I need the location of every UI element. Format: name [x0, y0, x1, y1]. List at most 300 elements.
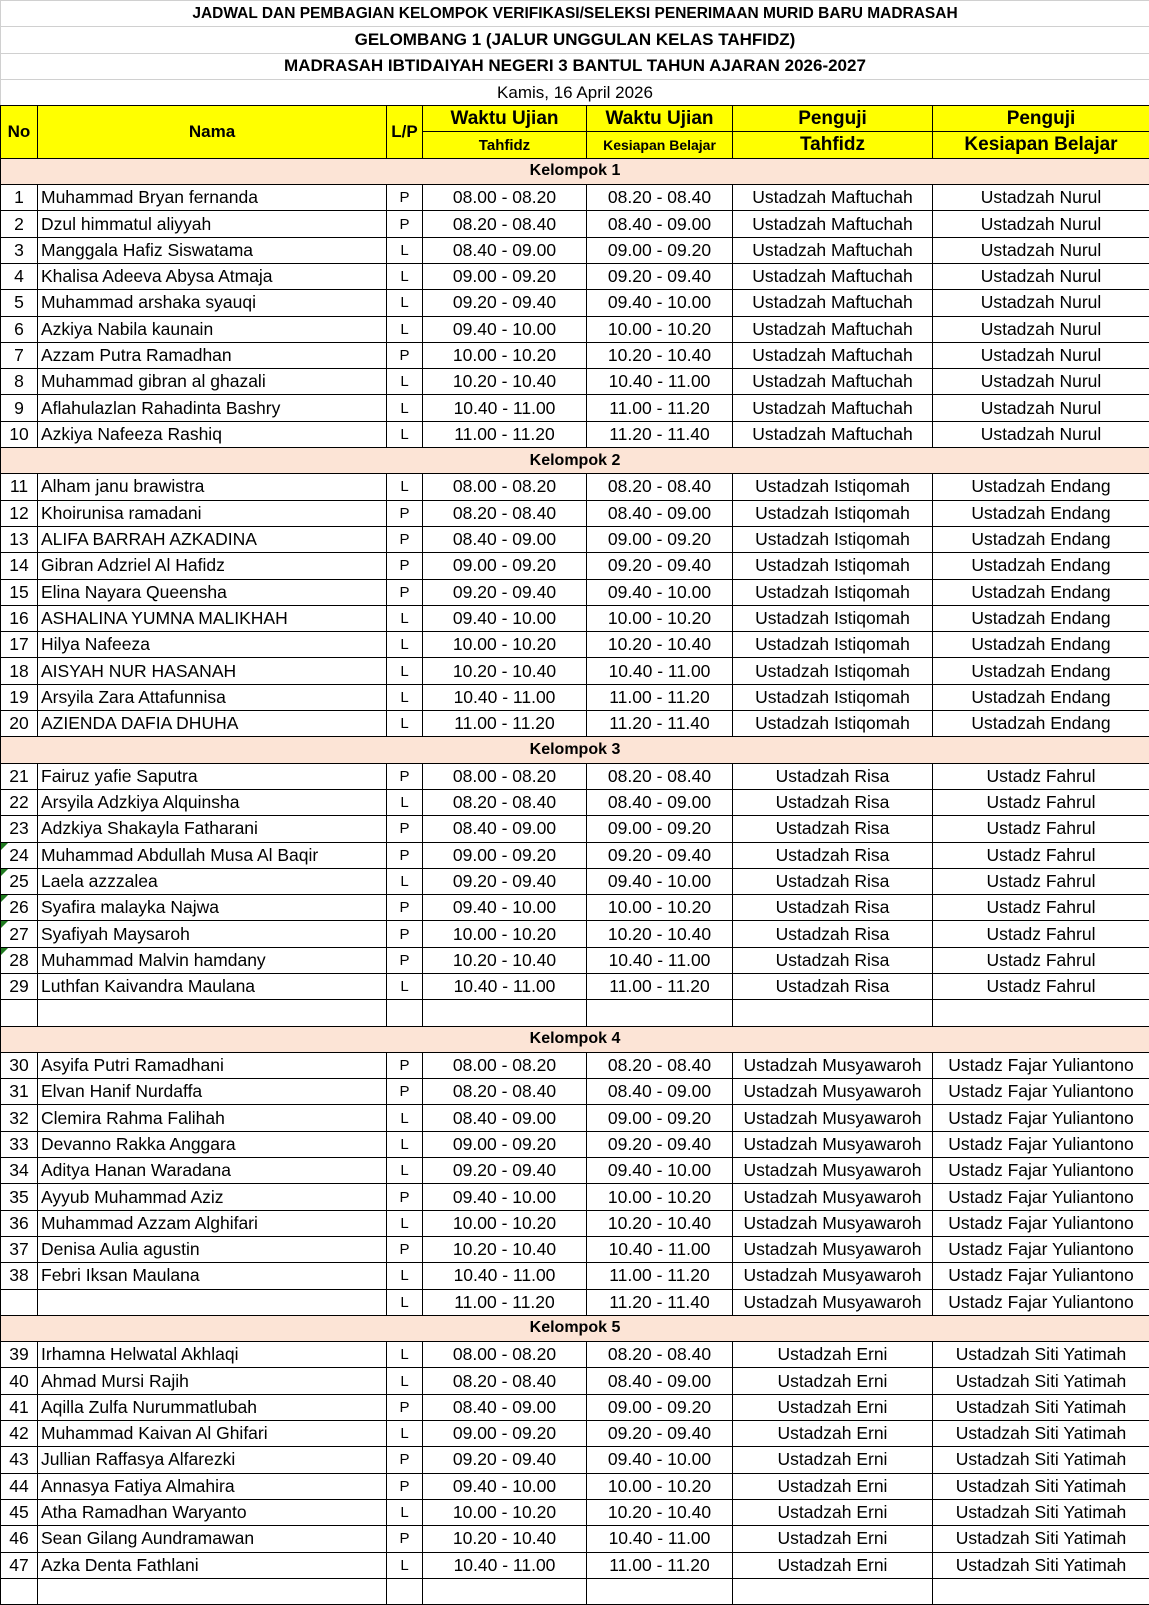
cell-waktu-tahfidz: 09.20 - 09.40	[423, 1447, 587, 1473]
cell-nama: Alham janu brawistra	[38, 474, 387, 500]
cell-penguji-tahfidz: Ustadzah Istiqomah	[733, 500, 933, 526]
cell-no: 26	[1, 895, 38, 921]
cell-waktu-tahfidz: 11.00 - 11.20	[423, 421, 587, 447]
cell-waktu-kesiapan: 10.20 - 10.40	[587, 921, 733, 947]
cell-no: 12	[1, 500, 38, 526]
cell-nama: Muhammad Malvin hamdany	[38, 947, 387, 973]
cell-waktu-kesiapan: 09.40 - 10.00	[587, 868, 733, 894]
cell-no	[1, 1289, 38, 1315]
cell-waktu-tahfidz: 10.00 - 10.20	[423, 1499, 587, 1525]
cell-waktu-kesiapan: 11.00 - 11.20	[587, 1552, 733, 1578]
title-row-1	[1, 1, 1149, 27]
cell-lp: L	[387, 632, 423, 658]
cell-lp: L	[387, 369, 423, 395]
cell-lp: P	[387, 185, 423, 211]
cell-penguji-kesiapan: Ustadz Fajar Yuliantono	[933, 1210, 1149, 1236]
cell-waktu-kesiapan: 09.00 - 09.20	[587, 816, 733, 842]
cell-penguji-kesiapan: Ustadzah Endang	[933, 500, 1149, 526]
cell-penguji-tahfidz: Ustadzah Risa	[733, 921, 933, 947]
cell-penguji-kesiapan: Ustadz Fajar Yuliantono	[933, 1184, 1149, 1210]
blank-row	[1, 1000, 1149, 1026]
cell-penguji-tahfidz: Ustadzah Istiqomah	[733, 474, 933, 500]
cell-penguji-tahfidz: Ustadzah Istiqomah	[733, 658, 933, 684]
cell-waktu-tahfidz: 09.20 - 09.40	[423, 290, 587, 316]
cell-nama: Muhammad Azzam Alghifari	[38, 1210, 387, 1236]
cell-penguji-tahfidz: Ustadzah Maftuchah	[733, 316, 933, 342]
table-row	[1, 1079, 1149, 1105]
cell-waktu-kesiapan: 09.20 - 09.40	[587, 1131, 733, 1157]
table-row	[1, 605, 1149, 631]
cell-penguji-tahfidz: Ustadzah Erni	[733, 1368, 933, 1394]
cell-lp: L	[387, 1289, 423, 1315]
cell-penguji-kesiapan: Ustadzah Nurul	[933, 185, 1149, 211]
cell-waktu-tahfidz: 08.20 - 08.40	[423, 500, 587, 526]
cell-no: 14	[1, 553, 38, 579]
cell-waktu-tahfidz: 08.40 - 09.00	[423, 816, 587, 842]
blank-row	[1, 1578, 1149, 1604]
cell-nama	[38, 1289, 387, 1315]
cell-no: 40	[1, 1368, 38, 1394]
cell-no: 34	[1, 1158, 38, 1184]
blank-cell	[38, 1578, 387, 1604]
cell-lp: L	[387, 1131, 423, 1157]
cell-penguji-tahfidz: Ustadzah Istiqomah	[733, 553, 933, 579]
cell-waktu-tahfidz: 08.20 - 08.40	[423, 789, 587, 815]
cell-waktu-kesiapan: 10.00 - 10.20	[587, 1184, 733, 1210]
table-row	[1, 1473, 1149, 1499]
cell-waktu-kesiapan: 10.40 - 11.00	[587, 369, 733, 395]
cell-waktu-kesiapan: 09.00 - 09.20	[587, 237, 733, 263]
cell-nama: Irhamna Helwatal Akhlaqi	[38, 1342, 387, 1368]
table-row	[1, 1499, 1149, 1525]
cell-penguji-kesiapan: Ustadzah Endang	[933, 526, 1149, 552]
table-row	[1, 763, 1149, 789]
cell-penguji-kesiapan: Ustadz Fahrul	[933, 789, 1149, 815]
cell-nama: Muhammad Abdullah Musa Al Baqir	[38, 842, 387, 868]
cell-waktu-kesiapan: 09.20 - 09.40	[587, 263, 733, 289]
cell-waktu-tahfidz: 08.00 - 08.20	[423, 763, 587, 789]
cell-no: 45	[1, 1499, 38, 1525]
cell-nama: Febri Iksan Maulana	[38, 1263, 387, 1289]
table-row	[1, 658, 1149, 684]
table-row	[1, 290, 1149, 316]
cell-lp: L	[387, 395, 423, 421]
cell-waktu-tahfidz: 09.40 - 10.00	[423, 1184, 587, 1210]
cell-penguji-kesiapan: Ustadzah Siti Yatimah	[933, 1473, 1149, 1499]
cell-waktu-tahfidz: 09.00 - 09.20	[423, 842, 587, 868]
cell-lp: L	[387, 1368, 423, 1394]
cell-penguji-tahfidz: Ustadzah Risa	[733, 947, 933, 973]
cell-no: 39	[1, 1342, 38, 1368]
cell-waktu-tahfidz: 09.20 - 09.40	[423, 579, 587, 605]
cell-nama: Gibran Adzriel Al Hafidz	[38, 553, 387, 579]
cell-nama: Muhammad Bryan fernanda	[38, 185, 387, 211]
cell-no: 33	[1, 1131, 38, 1157]
cell-waktu-tahfidz: 08.40 - 09.00	[423, 237, 587, 263]
cell-no: 15	[1, 579, 38, 605]
cell-penguji-kesiapan: Ustadzah Endang	[933, 684, 1149, 710]
cell-waktu-tahfidz: 08.20 - 08.40	[423, 1079, 587, 1105]
cell-nama: Fairuz yafie Saputra	[38, 763, 387, 789]
cell-penguji-tahfidz: Ustadzah Musyawaroh	[733, 1289, 933, 1315]
cell-lp: L	[387, 1342, 423, 1368]
cell-penguji-kesiapan: Ustadz Fahrul	[933, 895, 1149, 921]
cell-nama: Syafiyah Maysaroh	[38, 921, 387, 947]
cell-waktu-kesiapan: 11.20 - 11.40	[587, 421, 733, 447]
cell-penguji-kesiapan: Ustadzah Endang	[933, 711, 1149, 737]
cell-waktu-tahfidz: 11.00 - 11.20	[423, 711, 587, 737]
cell-penguji-tahfidz: Ustadzah Istiqomah	[733, 711, 933, 737]
cell-lp: P	[387, 1052, 423, 1078]
cell-penguji-tahfidz: Ustadzah Musyawaroh	[733, 1184, 933, 1210]
table-row	[1, 842, 1149, 868]
cell-waktu-kesiapan: 08.20 - 08.40	[587, 763, 733, 789]
cell-penguji-kesiapan: Ustadz Fahrul	[933, 842, 1149, 868]
table-row	[1, 816, 1149, 842]
cell-waktu-tahfidz: 09.40 - 10.00	[423, 605, 587, 631]
cell-lp: P	[387, 1447, 423, 1473]
cell-penguji-kesiapan: Ustadzah Nurul	[933, 237, 1149, 263]
cell-no: 18	[1, 658, 38, 684]
cell-penguji-tahfidz: Ustadzah Erni	[733, 1421, 933, 1447]
cell-no: 32	[1, 1105, 38, 1131]
cell-waktu-kesiapan: 09.00 - 09.20	[587, 526, 733, 552]
cell-no: 30	[1, 1052, 38, 1078]
cell-penguji-kesiapan: Ustadzah Endang	[933, 579, 1149, 605]
cell-penguji-kesiapan: Ustadzah Siti Yatimah	[933, 1526, 1149, 1552]
cell-penguji-kesiapan: Ustadzah Nurul	[933, 342, 1149, 368]
cell-penguji-tahfidz: Ustadzah Istiqomah	[733, 605, 933, 631]
cell-waktu-kesiapan: 10.40 - 11.00	[587, 658, 733, 684]
cell-no: 25	[1, 868, 38, 894]
cell-nama: ALIFA BARRAH AZKADINA	[38, 526, 387, 552]
cell-penguji-kesiapan: Ustadzah Siti Yatimah	[933, 1342, 1149, 1368]
title-row-2	[1, 27, 1149, 53]
cell-waktu-tahfidz: 10.20 - 10.40	[423, 1236, 587, 1262]
cell-waktu-tahfidz: 10.20 - 10.40	[423, 658, 587, 684]
cell-no: 35	[1, 1184, 38, 1210]
cell-waktu-kesiapan: 10.20 - 10.40	[587, 1499, 733, 1525]
cell-penguji-kesiapan: Ustadzah Nurul	[933, 263, 1149, 289]
cell-penguji-tahfidz: Ustadzah Istiqomah	[733, 579, 933, 605]
table-row	[1, 1342, 1149, 1368]
table-row	[1, 1105, 1149, 1131]
cell-no: 23	[1, 816, 38, 842]
cell-lp: L	[387, 1105, 423, 1131]
cell-lp: L	[387, 421, 423, 447]
group-header-row	[1, 1315, 1149, 1341]
cell-penguji-kesiapan: Ustadzah Nurul	[933, 316, 1149, 342]
cell-lp: P	[387, 553, 423, 579]
cell-waktu-tahfidz: 08.00 - 08.20	[423, 474, 587, 500]
cell-waktu-tahfidz: 08.40 - 09.00	[423, 1105, 587, 1131]
cell-waktu-tahfidz: 09.00 - 09.20	[423, 263, 587, 289]
blank-cell	[587, 1000, 733, 1026]
cell-nama: Laela azzzalea	[38, 868, 387, 894]
cell-waktu-tahfidz: 10.20 - 10.40	[423, 1526, 587, 1552]
blank-cell	[423, 1578, 587, 1604]
cell-waktu-kesiapan: 09.40 - 10.00	[587, 1447, 733, 1473]
cell-penguji-tahfidz: Ustadzah Risa	[733, 842, 933, 868]
cell-penguji-tahfidz: Ustadzah Risa	[733, 763, 933, 789]
cell-penguji-kesiapan: Ustadz Fahrul	[933, 816, 1149, 842]
cell-waktu-tahfidz: 08.00 - 08.20	[423, 1342, 587, 1368]
cell-nama: Hilya Nafeeza	[38, 632, 387, 658]
cell-penguji-tahfidz: Ustadzah Musyawaroh	[733, 1052, 933, 1078]
group-header-row	[1, 448, 1149, 474]
cell-waktu-tahfidz: 10.40 - 11.00	[423, 973, 587, 999]
cell-penguji-kesiapan: Ustadzah Siti Yatimah	[933, 1499, 1149, 1525]
cell-lp: P	[387, 1394, 423, 1420]
cell-waktu-tahfidz: 08.00 - 08.20	[423, 185, 587, 211]
cell-nama: Arsyila Zara Attafunnisa	[38, 684, 387, 710]
cell-no: 19	[1, 684, 38, 710]
cell-waktu-kesiapan: 08.40 - 09.00	[587, 500, 733, 526]
cell-penguji-kesiapan: Ustadz Fajar Yuliantono	[933, 1052, 1149, 1078]
cell-waktu-kesiapan: 09.40 - 10.00	[587, 290, 733, 316]
title-line-2: GELOMBANG 1 (JALUR UNGGULAN KELAS TAHFIDZ)	[1, 27, 1149, 53]
cell-penguji-tahfidz: Ustadzah Risa	[733, 789, 933, 815]
cell-penguji-tahfidz: Ustadzah Maftuchah	[733, 263, 933, 289]
cell-no: 38	[1, 1263, 38, 1289]
cell-lp: L	[387, 316, 423, 342]
cell-no: 46	[1, 1526, 38, 1552]
title-row-3	[1, 53, 1149, 79]
cell-waktu-kesiapan: 09.20 - 09.40	[587, 1421, 733, 1447]
cell-penguji-kesiapan: Ustadzah Nurul	[933, 421, 1149, 447]
cell-nama: Azkiya Nafeeza Rashiq	[38, 421, 387, 447]
cell-penguji-kesiapan: Ustadzah Siti Yatimah	[933, 1394, 1149, 1420]
cell-penguji-tahfidz: Ustadzah Musyawaroh	[733, 1131, 933, 1157]
cell-lp: P	[387, 1473, 423, 1499]
blank-cell	[387, 1000, 423, 1026]
table-row	[1, 369, 1149, 395]
cell-nama: Ahmad Mursi Rajih	[38, 1368, 387, 1394]
cell-waktu-kesiapan: 08.40 - 09.00	[587, 789, 733, 815]
cell-penguji-kesiapan: Ustadzah Siti Yatimah	[933, 1421, 1149, 1447]
cell-nama: Annasya Fatiya Almahira	[38, 1473, 387, 1499]
cell-penguji-kesiapan: Ustadzah Siti Yatimah	[933, 1447, 1149, 1473]
cell-waktu-tahfidz: 10.00 - 10.20	[423, 1210, 587, 1236]
cell-penguji-tahfidz: Ustadzah Istiqomah	[733, 632, 933, 658]
table-row	[1, 1158, 1149, 1184]
cell-penguji-tahfidz: Ustadzah Maftuchah	[733, 421, 933, 447]
cell-no: 2	[1, 211, 38, 237]
cell-no: 10	[1, 421, 38, 447]
cell-waktu-kesiapan: 11.20 - 11.40	[587, 711, 733, 737]
header-waktu-tahfidz-bottom: Tahfidz	[423, 132, 587, 158]
cell-no: 44	[1, 1473, 38, 1499]
table-row	[1, 1552, 1149, 1578]
cell-waktu-kesiapan: 10.40 - 11.00	[587, 947, 733, 973]
cell-penguji-kesiapan: Ustadz Fajar Yuliantono	[933, 1131, 1149, 1157]
cell-nama: AZIENDA DAFIA DHUHA	[38, 711, 387, 737]
cell-nama: Azka Denta Fathlani	[38, 1552, 387, 1578]
cell-penguji-tahfidz: Ustadzah Erni	[733, 1447, 933, 1473]
cell-waktu-tahfidz: 10.00 - 10.20	[423, 342, 587, 368]
header-waktu-kesiapan-bottom: Kesiapan Belajar	[587, 132, 733, 158]
cell-waktu-tahfidz: 10.40 - 11.00	[423, 1263, 587, 1289]
cell-waktu-tahfidz: 09.20 - 09.40	[423, 1158, 587, 1184]
cell-waktu-kesiapan: 10.20 - 10.40	[587, 632, 733, 658]
cell-nama: Manggala Hafiz Siswatama	[38, 237, 387, 263]
table-row	[1, 789, 1149, 815]
blank-cell	[733, 1578, 933, 1604]
group-label: Kelompok 5	[1, 1315, 1149, 1341]
group-label: Kelompok 1	[1, 158, 1149, 184]
table-row	[1, 316, 1149, 342]
cell-waktu-kesiapan: 10.00 - 10.20	[587, 605, 733, 631]
cell-penguji-tahfidz: Ustadzah Risa	[733, 895, 933, 921]
cell-nama: Sean Gilang Aundramawan	[38, 1526, 387, 1552]
table-row	[1, 579, 1149, 605]
exam-date: Kamis, 16 April 2026	[1, 79, 1149, 105]
cell-waktu-tahfidz: 10.20 - 10.40	[423, 369, 587, 395]
table-row	[1, 211, 1149, 237]
cell-penguji-tahfidz: Ustadzah Istiqomah	[733, 526, 933, 552]
blank-cell	[1, 1578, 38, 1604]
cell-no: 28	[1, 947, 38, 973]
cell-waktu-kesiapan: 10.40 - 11.00	[587, 1526, 733, 1552]
group-label: Kelompok 3	[1, 737, 1149, 763]
cell-nama: Asyifa Putri Ramadhani	[38, 1052, 387, 1078]
table-row	[1, 342, 1149, 368]
table-row	[1, 185, 1149, 211]
cell-lp: P	[387, 1526, 423, 1552]
cell-nama: Jullian Raffasya Alfarezki	[38, 1447, 387, 1473]
table-row	[1, 1368, 1149, 1394]
cell-penguji-tahfidz: Ustadzah Musyawaroh	[733, 1158, 933, 1184]
cell-waktu-kesiapan: 08.20 - 08.40	[587, 1342, 733, 1368]
table-row	[1, 711, 1149, 737]
cell-waktu-tahfidz: 10.40 - 11.00	[423, 1552, 587, 1578]
cell-no: 13	[1, 526, 38, 552]
cell-waktu-kesiapan: 10.00 - 10.20	[587, 1473, 733, 1499]
cell-penguji-kesiapan: Ustadz Fajar Yuliantono	[933, 1079, 1149, 1105]
table-row	[1, 1184, 1149, 1210]
table-row	[1, 895, 1149, 921]
cell-no: 16	[1, 605, 38, 631]
cell-no: 22	[1, 789, 38, 815]
cell-lp: L	[387, 1499, 423, 1525]
cell-nama: ASHALINA YUMNA MALIKHAH	[38, 605, 387, 631]
table-row	[1, 1394, 1149, 1420]
header-penguji-tahfidz-top: Penguji	[733, 106, 933, 132]
cell-waktu-tahfidz: 10.00 - 10.20	[423, 921, 587, 947]
cell-nama: Devanno Rakka Anggara	[38, 1131, 387, 1157]
cell-waktu-tahfidz: 10.40 - 11.00	[423, 684, 587, 710]
cell-nama: Azzam Putra Ramadhan	[38, 342, 387, 368]
cell-lp: L	[387, 973, 423, 999]
cell-penguji-kesiapan: Ustadzah Nurul	[933, 395, 1149, 421]
cell-penguji-kesiapan: Ustadzah Endang	[933, 474, 1149, 500]
cell-penguji-kesiapan: Ustadzah Nurul	[933, 290, 1149, 316]
cell-waktu-tahfidz: 10.00 - 10.20	[423, 632, 587, 658]
cell-penguji-kesiapan: Ustadzah Endang	[933, 632, 1149, 658]
table-row	[1, 526, 1149, 552]
table-row	[1, 1421, 1149, 1447]
cell-lp: P	[387, 921, 423, 947]
cell-penguji-tahfidz: Ustadzah Maftuchah	[733, 369, 933, 395]
cell-lp: L	[387, 1552, 423, 1578]
cell-no: 31	[1, 1079, 38, 1105]
cell-no: 8	[1, 369, 38, 395]
cell-waktu-tahfidz: 08.20 - 08.40	[423, 211, 587, 237]
cell-penguji-tahfidz: Ustadzah Risa	[733, 816, 933, 842]
cell-penguji-tahfidz: Ustadzah Erni	[733, 1394, 933, 1420]
table-row	[1, 1236, 1149, 1262]
cell-waktu-kesiapan: 10.00 - 10.20	[587, 316, 733, 342]
table-row	[1, 263, 1149, 289]
cell-penguji-kesiapan: Ustadz Fajar Yuliantono	[933, 1105, 1149, 1131]
cell-penguji-tahfidz: Ustadzah Musyawaroh	[733, 1105, 933, 1131]
title-line-1: JADWAL DAN PEMBAGIAN KELOMPOK VERIFIKASI/SELEKSI PENERIMAAN MURID BARU MADRASAH	[1, 1, 1149, 27]
cell-no: 20	[1, 711, 38, 737]
cell-no: 4	[1, 263, 38, 289]
blank-cell	[1, 1000, 38, 1026]
cell-lp: L	[387, 684, 423, 710]
cell-nama: Aqilla Zulfa Nurummatlubah	[38, 1394, 387, 1420]
blank-cell	[933, 1578, 1149, 1604]
cell-waktu-kesiapan: 09.40 - 10.00	[587, 1158, 733, 1184]
cell-lp: P	[387, 947, 423, 973]
table-row	[1, 921, 1149, 947]
cell-lp: L	[387, 605, 423, 631]
cell-waktu-kesiapan: 11.00 - 11.20	[587, 1263, 733, 1289]
cell-nama: Khoirunisa ramadani	[38, 500, 387, 526]
cell-lp: P	[387, 500, 423, 526]
cell-penguji-tahfidz: Ustadzah Maftuchah	[733, 290, 933, 316]
cell-waktu-tahfidz: 09.00 - 09.20	[423, 1131, 587, 1157]
cell-lp: P	[387, 211, 423, 237]
cell-no: 17	[1, 632, 38, 658]
cell-lp: L	[387, 1210, 423, 1236]
table-row	[1, 868, 1149, 894]
table-row	[1, 973, 1149, 999]
cell-lp: P	[387, 579, 423, 605]
cell-nama: Khalisa Adeeva Abysa Atmaja	[38, 263, 387, 289]
cell-penguji-kesiapan: Ustadz Fahrul	[933, 868, 1149, 894]
group-header-row	[1, 1026, 1149, 1052]
title-line-3: MADRASAH IBTIDAIYAH NEGERI 3 BANTUL TAHUN AJARAN 2026-2027	[1, 53, 1149, 79]
cell-waktu-tahfidz: 10.40 - 11.00	[423, 395, 587, 421]
cell-penguji-kesiapan: Ustadzah Endang	[933, 553, 1149, 579]
cell-penguji-tahfidz: Ustadzah Istiqomah	[733, 684, 933, 710]
cell-penguji-tahfidz: Ustadzah Musyawaroh	[733, 1210, 933, 1236]
cell-lp: P	[387, 342, 423, 368]
cell-penguji-kesiapan: Ustadzah Siti Yatimah	[933, 1552, 1149, 1578]
cell-nama: Muhammad Kaivan Al Ghifari	[38, 1421, 387, 1447]
cell-penguji-kesiapan: Ustadz Fahrul	[933, 763, 1149, 789]
cell-waktu-kesiapan: 08.40 - 09.00	[587, 1368, 733, 1394]
cell-no: 24	[1, 842, 38, 868]
cell-waktu-tahfidz: 09.40 - 10.00	[423, 895, 587, 921]
cell-nama: AISYAH NUR HASANAH	[38, 658, 387, 684]
cell-lp: L	[387, 658, 423, 684]
cell-lp: L	[387, 868, 423, 894]
cell-lp: L	[387, 1421, 423, 1447]
blank-cell	[387, 1578, 423, 1604]
table-row	[1, 1526, 1149, 1552]
group-label: Kelompok 4	[1, 1026, 1149, 1052]
cell-waktu-kesiapan: 08.40 - 09.00	[587, 1079, 733, 1105]
cell-waktu-tahfidz: 08.00 - 08.20	[423, 1052, 587, 1078]
cell-waktu-tahfidz: 11.00 - 11.20	[423, 1289, 587, 1315]
header-waktu-tahfidz-top: Waktu Ujian	[423, 106, 587, 132]
table-row	[1, 553, 1149, 579]
cell-lp: L	[387, 263, 423, 289]
blank-cell	[933, 1000, 1149, 1026]
